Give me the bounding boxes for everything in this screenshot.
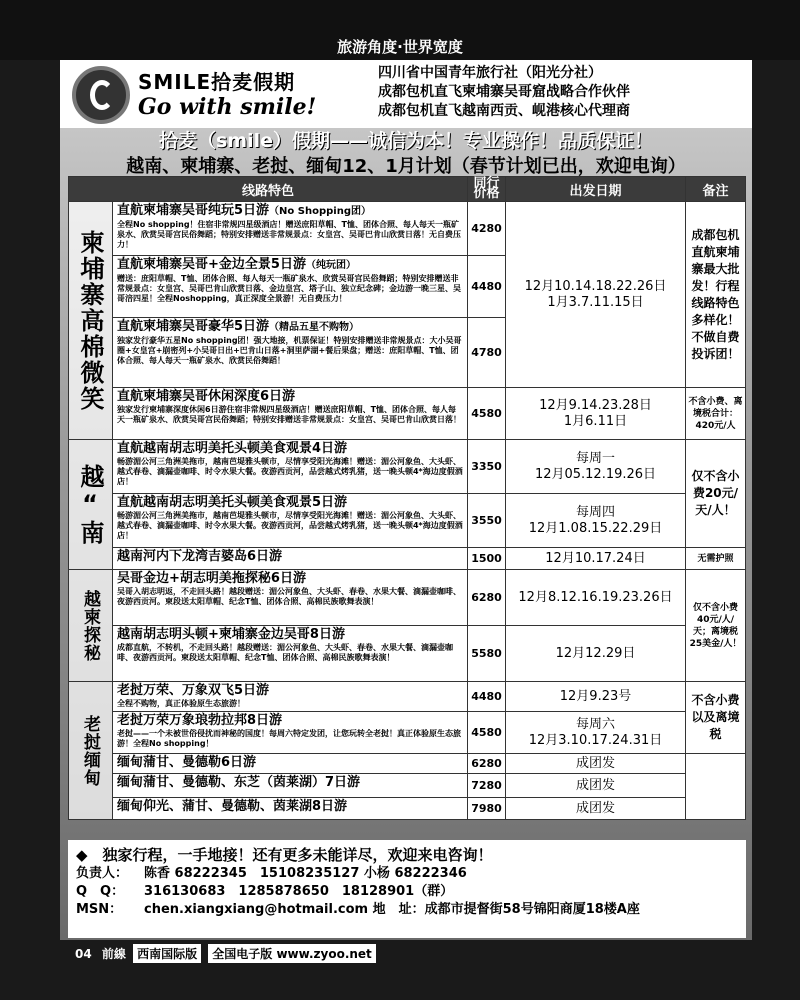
dates-cell: 成团发 (506, 798, 686, 820)
note-cell: 无需护照 (686, 548, 746, 570)
brand-slogan: Go with smile! (138, 94, 317, 120)
header-note: 备注 (686, 177, 746, 202)
note-cell: 不含小费、离境税合计：420元/人 (686, 388, 746, 440)
table-header-row (69, 177, 746, 202)
price-cell: 6280 (468, 754, 506, 774)
qq-line: Q Q： 316130683 1285878650 18128901（群） (76, 884, 454, 899)
table-row (69, 548, 746, 570)
price-cell: 1500 (468, 548, 506, 570)
route-cell: 直航柬埔寨吴哥纯玩5日游（No Shopping团） 全程No shopping！住宿非常规四星级酒店！赠送庶阳草帽、T恤、团体合照、每人每天一瓶矿泉水、欣赏吴哥宫民俗舞蹈；特别安排赠送非常规景点：女皇宫、吴哥巴肯山欣赏日落！无自费压力！ (113, 202, 468, 256)
footer-slogan: ◆ 独家行程，一手地接！还有更多未能详尽，欢迎来电咨询！ (76, 846, 493, 864)
dates-cell: 12月12.29日 (506, 626, 686, 682)
table-row (69, 202, 746, 256)
price-cell: 4480 (468, 256, 506, 318)
page-header-title: 旅游角度·世界宽度 (337, 38, 463, 56)
route-cell: 越南胡志明头顿+柬埔寨金边吴哥8日游 成都直航，不转机，不走回头路！越段赠送：湄公河象鱼、大头虾、春卷、水果大餐、滴漏壶咖啡、夜游西贡河。柬段送太阳草帽、纪念T恤、团体合照、高棉民族歌舞表演！ (113, 626, 468, 682)
header-price: 同行价格 (468, 177, 506, 202)
dates-cell: 每周四 12月1.08.15.22.29日 (506, 494, 686, 548)
price-cell: 6280 (468, 570, 506, 626)
note-cell: 成都包机直航柬埔寨最大批发！行程线路特色多样化！不做自费投诉团！ (686, 202, 746, 388)
price-cell: 5580 (468, 626, 506, 682)
agency-line-1: 四川省中国青年旅行社（阳光分社） (378, 65, 602, 81)
note-cell: 仅不含小费40元/人/天；离境税25美金/人！ (686, 570, 746, 682)
msn-address[interactable]: chen.xiangxiang@hotmail.com (144, 902, 369, 917)
dates-cell: 成团发 (506, 754, 686, 774)
dates-cell: 12月10.14.18.22.26日 1月3.7.11.15日 (506, 202, 686, 388)
route-cell: 老挝万荣万象琅勃拉邦8日游 老挝——一个未被世俗侵扰而神秘的国度！每周六特定发团，让您玩转全老挝！真正体验原生态旅游！全程No shopping！ (113, 712, 468, 754)
region-vietnam: 越“南 (69, 440, 113, 570)
note-cell: 不含小费以及离境税 (686, 682, 746, 754)
route-cell: 缅甸仰光、蒲甘、曼德勒、茵莱湖8日游 (113, 798, 468, 820)
brand-name: SMILE拾麦假期 (138, 70, 296, 94)
route-cell: 直航越南胡志明美托头顿美食观景5日游 畅游湄公河三角洲美拖市，越南芭堤雅头顿市，尽情享受阳光海滩！赠送：湄公河象鱼、大头虾、越式春卷、滴漏壶咖啡、时令水果大餐。夜游西贡河，品尝越式烤乳猪，送一晚头顿4*海边度假酒店！ (113, 494, 468, 548)
region-cambodia: 柬埔寨高棉微笑 (69, 202, 113, 440)
section-label: 前線 (101, 947, 126, 961)
smile-logo-icon (72, 66, 130, 124)
price-cell: 7980 (468, 798, 506, 820)
tour-table (68, 176, 746, 820)
dates-cell: 每周一 12月05.12.19.26日 (506, 440, 686, 494)
page-number: 04 (75, 947, 92, 961)
route-cell: 缅甸蒲甘、曼德勒、东芝（茵莱湖）7日游 (113, 774, 468, 798)
price-cell: 7280 (468, 774, 506, 798)
contact-line: 负责人： 陈香 68222345 15108235127 小杨 68222346 (76, 866, 467, 881)
agency-line-3: 成都包机直飞越南西贡、岘港核心代理商 (378, 103, 630, 119)
route-cell: 直航柬埔寨吴哥休闲深度6日游 独家发行柬埔寨深度休闲6日游住宿非常规四星级酒店！赠送庶阳草帽、T恤、团体合照、每人每天一瓶矿泉水、欣赏吴哥宫民俗舞蹈；特别安排赠送非常规景点：女皇宫、吴哥巴肯山欣赏日落！ (113, 388, 468, 440)
price-cell: 4480 (468, 682, 506, 712)
dates-cell: 12月8.12.16.19.23.26日 (506, 570, 686, 626)
price-cell: 4780 (468, 318, 506, 388)
advertisement-page (60, 60, 752, 940)
logo-band (60, 60, 752, 128)
region-laos-myanmar: 老挝缅甸 (69, 682, 113, 820)
region-vn-kh: 越柬探秘 (69, 570, 113, 682)
headline: 越南、柬埔寨、老挝、缅甸12、1月计划（春节计划已出，欢迎电询） (126, 156, 686, 177)
table-row (69, 712, 746, 754)
price-cell: 4580 (468, 712, 506, 754)
note-cell-empty (686, 754, 746, 820)
price-cell: 4580 (468, 388, 506, 440)
dates-cell: 12月9.23号 (506, 682, 686, 712)
header-dates: 出发日期 (506, 177, 686, 202)
motto: 拾麦（smile）假期——诚信为本！专业操作！品质保证！ (158, 130, 654, 152)
table-row (69, 440, 746, 494)
table-row (69, 626, 746, 682)
page-footer (75, 944, 376, 968)
top-bar (0, 0, 800, 60)
agency-info (378, 64, 630, 121)
dates-cell: 12月10.17.24日 (506, 548, 686, 570)
table-row (69, 754, 746, 774)
route-cell: 缅甸蒲甘、曼德勒6日游 (113, 754, 468, 774)
price-cell: 3550 (468, 494, 506, 548)
route-cell: 越南河内下龙湾吉婆岛6日游 (113, 548, 468, 570)
route-cell: 直航越南胡志明美托头顿美食观景4日游 畅游湄公河三角洲美拖市，越南芭堤雅头顿市，尽情享受阳光海滩！赠送：湄公河象鱼、大头虾、越式春卷、滴漏壶咖啡、时令水果大餐。夜游西贡河，品尝越式烤乳猪，送一晚头顿4*海边度假酒店！ (113, 440, 468, 494)
table-row (69, 798, 746, 820)
dates-cell: 成团发 (506, 774, 686, 798)
table-row (69, 774, 746, 798)
website-label[interactable]: 全国电子版 www.zyoo.net (208, 944, 376, 963)
agency-line-2: 成都包机直飞柬埔寨吴哥窟战略合作伙伴 (378, 84, 630, 100)
edition-label: 西南国际版 (133, 944, 201, 963)
route-cell: 直航柬埔寨吴哥+金边全景5日游（纯玩团） 赠送：庶阳草帽、T恤、团体合照、每人每天一瓶矿泉水、欣赏吴哥宫民俗舞蹈；特别安排赠送非常规景点：女皇宫、吴哥巴肯山欣赏日落、金边皇宫、塔子山、独立纪念碑；金边游一晚三星、吴哥涪四星！全程Noshopping，真正深度全景游！无自费压力！ (113, 256, 468, 318)
table-row (69, 494, 746, 548)
price-cell: 3350 (468, 440, 506, 494)
table-row (69, 682, 746, 712)
contact-footer (68, 840, 746, 938)
table-row (69, 570, 746, 626)
note-cell: 仅不含小费20元/天/人！ (686, 440, 746, 548)
route-cell: 老挝万荣、万象双飞5日游 全程不购物，真正体验原生态旅游！ (113, 682, 468, 712)
header-route: 线路特色 (69, 177, 468, 202)
msn-line: MSN： chen.xiangxiang@hotmail.com 地 址：成都市提督街58号锦阳商厦18楼A座 (76, 902, 640, 917)
price-cell: 4280 (468, 202, 506, 256)
table-row (69, 388, 746, 440)
route-cell: 直航柬埔寨吴哥豪华5日游（精品五星不购物） 独家发行豪华五星No shopping团！强大地接，机票保证！特别安排赠送非常规景点：大小吴哥圈+女皇宫+崩密列+小吴哥日出+巴肯山日落+洞里萨湖+餐后果盘；赠送：庶阳草帽、T恤、团体合照、每人每天一瓶矿泉水、欣赏民俗舞蹈！ (113, 318, 468, 388)
dates-cell: 每周六 12月3.10.17.24.31日 (506, 712, 686, 754)
dates-cell: 12月9.14.23.28日 1月6.11日 (506, 388, 686, 440)
route-cell: 吴哥金边+胡志明美拖探秘6日游 吴哥入胡志明返，不走回头路！越段赠送：湄公河象鱼、大头虾、春卷、水果大餐、滴漏壶咖啡、夜游西贡河。柬段送太阳草帽、纪念T恤、团体合照、高棉民族歌舞表演！ (113, 570, 468, 626)
